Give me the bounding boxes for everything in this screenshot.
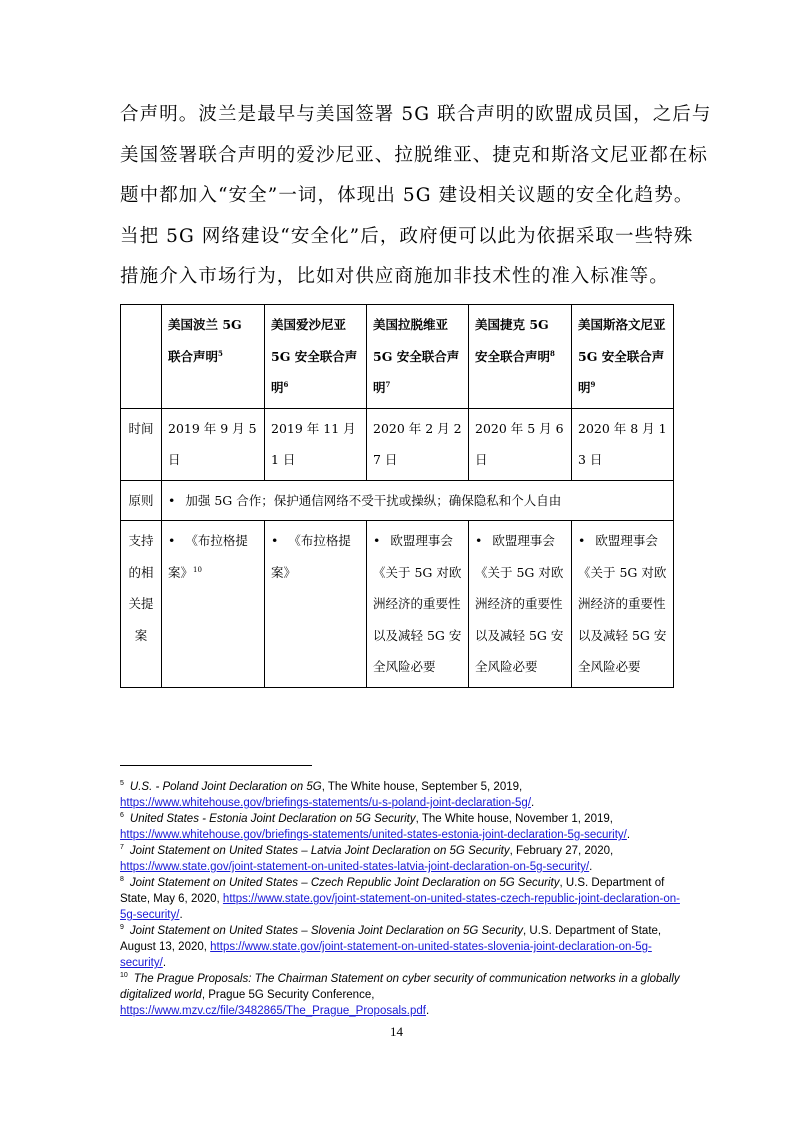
body-line: 合声明。波兰是最早与美国签署 5G 联合声明的欧盟成员国，之后与 [120,104,712,125]
footnote-link[interactable]: https://www.state.gov/joint-statement-on-united-states-slovenia-joint-declaration-on-5g-security/ [120,941,652,969]
bullet-icon: • [168,533,176,548]
footnote: $^6$ United States - Estonia Joint Declaration on 5G Security, The White house, November 1, 2019, https://www.whitehouse.gov/briefings-statements/united-states-estonia-joint-declaration-5g-security/. [120,812,631,841]
table-row [121,408,674,480]
bullet-icon: • [475,533,483,548]
table-corner-cell [121,305,162,409]
comparison-table [120,304,674,688]
page-number: 14 [390,1024,403,1039]
footnote: $^8$ Joint Statement on United States – Czech Republic Joint Declaration on 5G Security, U.S. Department of State, May 6, 2020, https://www.state.gov/joint-statement-on-united-states-czech-republic-joint-declaration-on-5g-security/. [120,876,680,921]
date-cell: 2020 年 8 月 13 日 [572,408,674,480]
footnote-link[interactable]: https://www.whitehouse.gov/briefings-statements/u-s-poland-joint-declaration-5g/ [120,797,532,809]
support-cell: • 欧盟理事会《关于 5G 对欧洲经济的重要性以及减轻 5G 安全风险必要 [367,521,469,688]
footnote-ref: 6 [283,379,289,389]
footnote-link[interactable]: https://www.mzv.cz/file/3482865/The_Prague_Proposals.pdf [120,1005,426,1017]
date-cell: 2020 年 5 月 6 日 [469,408,572,480]
date-cell: 2019 年 11 月 1 日 [265,408,367,480]
table-header-row [121,305,674,409]
body-line: 措施介入市场行为，比如对供应商施加非技术性的准入标准等。 [120,266,669,287]
row-label-principle: 原则 [121,480,162,521]
footnote-link[interactable]: https://www.whitehouse.gov/briefings-statements/united-states-estonia-joint-declaration-5g-security/ [120,829,627,841]
support-cell: • 《布拉格提案》$^{10}$ [162,521,265,688]
support-cell: • 欧盟理事会《关于 5G 对欧洲经济的重要性以及减轻 5G 安全风险必要 [469,521,572,688]
principle-cell [162,480,674,521]
footnotes [120,779,680,1019]
date-cell: 2020 年 2 月 27 日 [367,408,469,480]
footnote-ref: 5 [218,348,223,358]
bullet-icon: • [271,533,279,548]
table-row [121,480,674,521]
footnote-link[interactable]: https://www.state.gov/joint-statement-on-united-states-latvia-joint-declaration-on-5g-security/ [120,861,590,873]
header-cell: 美国斯洛文尼亚 5G 安全联合声明$^9$ [572,305,674,409]
body-line: 当把 5G 网络建设“安全化”后，政府便可以此为依据采取一些特殊 [120,225,694,247]
support-cell: • 欧盟理事会《关于 5G 对欧洲经济的重要性以及减轻 5G 安全风险必要 [572,521,674,688]
bullet-icon: • [578,533,586,548]
header-cell: 美国波兰 5G 联合声明$^5$ [162,305,265,409]
bullet-icon: • [373,533,381,548]
bullet-icon: • [168,492,176,508]
date-cell: 2019 年 9 月 5 日 [162,408,265,480]
row-label-support: 支持的相关提案 [121,521,162,688]
footnote: $^5$ U.S. - Poland Joint Declaration on 5G, The White house, September 5, 2019, https://www.whitehouse.gov/briefings-statements/u-s-poland-joint-declaration-5g/. [120,780,535,809]
header-cell: 美国爱沙尼亚 5G 安全联合声明$^6$ [265,305,367,409]
header-cell: 美国捷克 5G 安全联合声明$^8$ [469,305,572,409]
body-line: 美国签署联合声明的爱沙尼亚、拉脱维亚、捷克和斯洛文尼亚都在标 [120,144,709,166]
footnote: $^7$ Joint Statement on United States – Latvia Joint Declaration on 5G Security, February 27, 2020, https://www.state.gov/joint-statement-on-united-states-latvia-joint-declaration-on-5g-security/. [120,844,614,873]
body-line: 题中都加入“安全”一词，体现出 5G 建设相关议题的安全化趋势。 [120,185,694,206]
footnote-ref: 7 [385,379,391,389]
footnote: $^9$ Joint Statement on United States – Slovenia Joint Declaration on 5G Security, U.S. Department of State, August 13, 2020, https://www.state.gov/joint-statement-on-united-states-slovenia-joint-declaration-on-5g-security/. [120,924,662,969]
footnote-divider [120,765,312,766]
body-paragraph [120,95,712,298]
footnote: $^{10}$ The Prague Proposals: The Chairman Statement on cyber security of communication networks in a globally digitalized world, Prague 5G Security Conference, https://www.mzv.cz/file/3482865/The_Prague_Proposals.pdf. [120,972,680,1017]
table-row [121,521,674,688]
support-cell: • 《布拉格提案》 [265,521,367,688]
footnote-ref: 9 [590,379,596,389]
row-label-time: 时间 [121,408,162,480]
footnote-ref: 8 [550,348,555,358]
principle-text: 加强 5G 合作；保护通信网络不受干扰或操纵；确保隐私和个人自由 [185,492,562,508]
header-cell: 美国拉脱维亚 5G 安全联合声明$^7$ [367,305,469,409]
footnote-ref: 10 [193,565,202,574]
footnote-link[interactable]: https://www.state.gov/joint-statement-on-united-states-czech-republic-joint-declaration-on-5g-security/ [120,893,680,921]
